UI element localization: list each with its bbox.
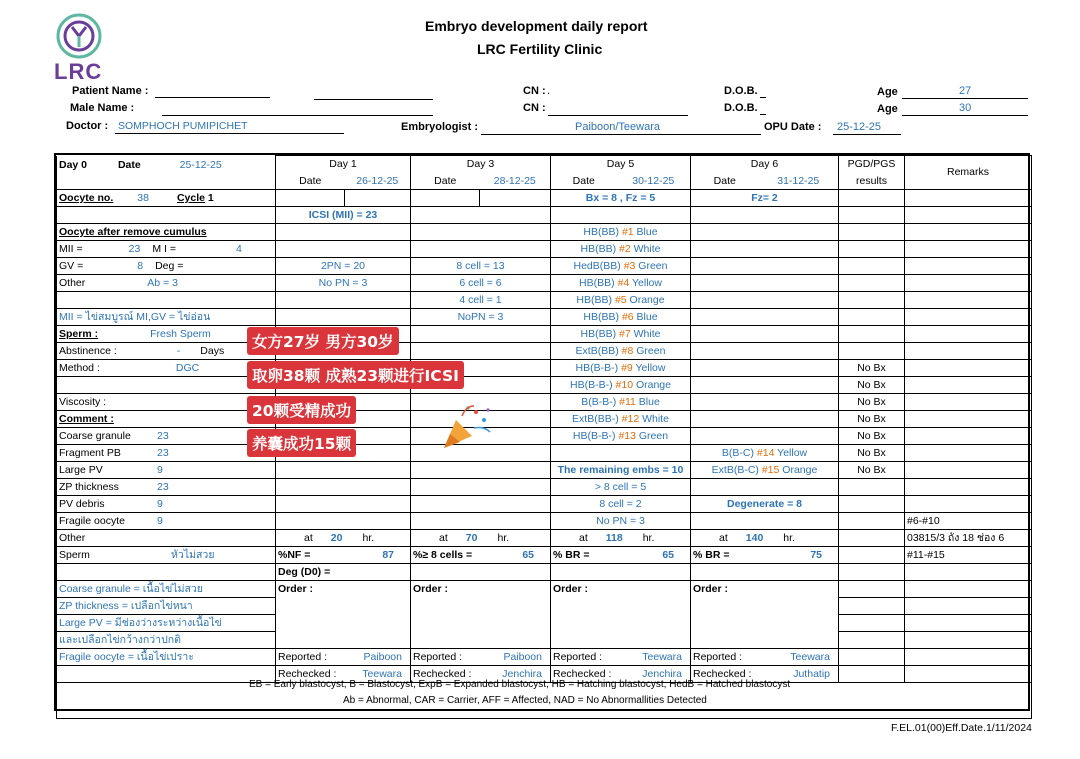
day1-cell [276, 513, 411, 530]
day5-cell: ExtB(BB) #8 Green [551, 343, 691, 360]
day5-cell: B(B-B-) #11 Blue [551, 394, 691, 411]
left-row: MII = 23 M I = 4 [57, 241, 276, 258]
deg0-cell: Deg (D0) = [276, 564, 411, 581]
table-cell [839, 190, 905, 207]
day6-cell [691, 258, 839, 275]
day6-cell [691, 309, 839, 326]
day6-order [691, 632, 839, 649]
table-cell [839, 207, 905, 224]
table-cell [905, 598, 1032, 615]
age-label-1: Age [877, 86, 898, 98]
day3-cell [411, 224, 551, 241]
day1-order: Order : [276, 581, 411, 598]
day6-cell [691, 326, 839, 343]
table-cell [905, 666, 1032, 683]
table-cell [411, 190, 480, 207]
day5-cell: HedB(BB) #3 Green [551, 258, 691, 275]
clinic-name: LRC Fertility Clinic [477, 41, 603, 57]
remark-cell [905, 326, 1032, 343]
day6-cell [691, 428, 839, 445]
day5-rechecked: Rechecked : Jenchira [551, 666, 691, 683]
day3-cell [411, 326, 551, 343]
sticker-retrieval: 取卵38颗 成熟23颗进行ICSI [247, 361, 464, 389]
day6-cell [691, 479, 839, 496]
day1-reported: Reported : Paiboon [276, 649, 411, 666]
day5-cell: HB(BB) #5 Orange [551, 292, 691, 309]
pgd-header-1: PGD/PGS [839, 156, 905, 173]
day3-cell [411, 513, 551, 530]
left-row: Comment : [57, 411, 276, 428]
day6-hours: at 140 hr. [691, 530, 839, 547]
remark-cell [905, 343, 1032, 360]
remark-cell [905, 224, 1032, 241]
day5-cell: HB(BB) #2 White [551, 241, 691, 258]
day1-cell [276, 241, 411, 258]
day5-cell: The remaining embs = 10 [551, 462, 691, 479]
day6-cell [691, 343, 839, 360]
day6-header: Day 6 [691, 156, 839, 173]
pgd-cell [839, 326, 905, 343]
day3-date-label: Date [434, 174, 457, 187]
remark-cell [905, 360, 1032, 377]
pgd-cell: No Bx [839, 428, 905, 445]
day6-cell: B(B-C) #14 Yellow [691, 445, 839, 462]
pgd-cell [839, 275, 905, 292]
logo-text: LRC [54, 59, 103, 84]
male-name-label: Male Name : [70, 102, 135, 114]
day6-summary: Fz= 2 [691, 190, 839, 207]
remark-cell [905, 411, 1032, 428]
table-cell [839, 666, 905, 683]
left-row: Fragile oocyte 9 [57, 513, 276, 530]
remark-cell [905, 394, 1032, 411]
day6-cell: ExtB(B-C) #15 Orange [691, 462, 839, 479]
embryologist-label: Embryologist : [401, 121, 479, 133]
day1-order [276, 632, 411, 649]
left-row: Other [57, 530, 276, 547]
remark-cell [905, 428, 1032, 445]
female-age: 27 [959, 85, 972, 97]
table-cell [839, 530, 905, 547]
table-cell [839, 581, 905, 598]
pgd-cell: No Bx [839, 445, 905, 462]
day6-cell: Degenerate = 8 [691, 496, 839, 513]
left-row [57, 377, 276, 394]
day5-cell: HB(BB) #4 Yellow [551, 275, 691, 292]
day6-rechecked: Rechecked : Juthatip [691, 666, 839, 683]
table-cell [480, 190, 551, 207]
day5-cell: ExtB(BB-) #12 White [551, 411, 691, 428]
day6-date: 31-12-25 [759, 173, 839, 190]
ge8-percent: %≥ 8 cells = 65 [411, 547, 551, 564]
table-cell [905, 649, 1032, 666]
report-title: Embryo development daily report [425, 18, 648, 34]
document-code: F.EL.01(00)Eff.Date.1/11/2024 [891, 722, 1032, 734]
day3-cell: NoPN = 3 [411, 309, 551, 326]
day5-reported: Reported : Teewara [551, 649, 691, 666]
day5-order [551, 632, 691, 649]
day3-order [411, 615, 551, 632]
lrc-clinic-logo-icon [54, 13, 104, 59]
day3-cell [411, 479, 551, 496]
day1-rechecked: Rechecked : Teewara [276, 666, 411, 683]
party-popper-icon [440, 402, 496, 452]
abbreviation-line-1: EB = Early blastocyst, B = Blastocyst, ExpB = Expanded blastocyst, HB = Hatching blastocyst, HedB = Hatched blastocyst [249, 679, 791, 690]
day3-order [411, 632, 551, 649]
day1-header: Day 1 [276, 156, 411, 173]
table-cell [839, 649, 905, 666]
day5-cell [551, 445, 691, 462]
day3-header: Day 3 [411, 156, 551, 173]
day0-header: Day 0 Date 25-12-25 [57, 156, 276, 173]
left-row: MII = ไข่สมบูรณ์ MI,GV = ไข่อ่อน [57, 309, 276, 326]
pgd-header-2: results [839, 173, 905, 190]
table-cell [905, 564, 1032, 581]
day5-order: Order : [551, 581, 691, 598]
day3-order [411, 598, 551, 615]
table-cell [839, 615, 905, 632]
remark-cell [905, 309, 1032, 326]
day3-cell: 8 cell = 13 [411, 258, 551, 275]
day3-cell [411, 343, 551, 360]
dob-label-1: D.O.B. [724, 85, 758, 97]
left-row: Abstinence : - Days [57, 343, 276, 360]
doctor-label: Doctor : [66, 120, 109, 132]
legend-line: Large PV = มีช่องว่างระหว่างเนื้อไข่ [57, 615, 276, 632]
left-row: GV = 8 Deg = [57, 258, 276, 275]
opu-date-value: 25-12-25 [837, 121, 882, 133]
day6-reported: Reported : Teewara [691, 649, 839, 666]
remark-cell [905, 496, 1032, 513]
day6-order: Order : [691, 581, 839, 598]
day3-cell [411, 496, 551, 513]
table-cell [905, 190, 1032, 207]
pgd-cell [839, 309, 905, 326]
left-row: PV debris 9 [57, 496, 276, 513]
pgd-cell [839, 479, 905, 496]
day6-cell [691, 377, 839, 394]
table-cell [276, 190, 345, 207]
cn-label-1: CN : [523, 85, 546, 97]
table-cell [905, 632, 1032, 649]
day6-cell [691, 224, 839, 241]
left-row: Oocyte after remove cumulus [57, 224, 276, 241]
left-row: Fragment PB 23 [57, 445, 276, 462]
pgd-cell: No Bx [839, 377, 905, 394]
day6-cell [691, 360, 839, 377]
remark-cell [905, 258, 1032, 275]
br-day5: % BR = 65 [551, 547, 691, 564]
day1-cell [276, 309, 411, 326]
left-row: Other Ab = 3 [57, 275, 276, 292]
left-row: Coarse granule 23 [57, 428, 276, 445]
day1-date: 26-12-25 [345, 173, 411, 190]
table-cell [57, 207, 276, 224]
oocyte-no-row: Oocyte no. 38 Cycle 1 [57, 190, 276, 207]
embryologist-value: Paiboon/Teewara [575, 121, 661, 133]
legend-line: ZP thickness = เปลือกไข่หนา [57, 598, 276, 615]
remark-cell: 03815/3 ถัง 18 ช่อง 6 [905, 530, 1032, 547]
day6-cell [691, 394, 839, 411]
cn-value: . [547, 85, 551, 97]
table-cell [839, 547, 905, 564]
day6-cell [691, 513, 839, 530]
day1-cell [276, 224, 411, 241]
day5-cell: HB(B-B-) #13 Green [551, 428, 691, 445]
table-cell [905, 581, 1032, 598]
day5-cell: HB(B-B-) #9 Yellow [551, 360, 691, 377]
legend-line: Fragile oocyte = เนื้อไข่เปราะ [57, 649, 276, 666]
male-age: 30 [959, 102, 972, 114]
day3-cell: 4 cell = 1 [411, 292, 551, 309]
abbreviation-line-2: Ab = Abnormal, CAR = Carrier, AFF = Affected, NAD = No Abnormallities Detected [343, 695, 707, 706]
remark-cell [905, 275, 1032, 292]
left-row [57, 292, 276, 309]
legend-line: Coarse granule = เนื้อไข่ไม่สวย [57, 581, 276, 598]
day5-date-label: Date [572, 174, 595, 187]
day1-cell [276, 479, 411, 496]
day1-cell: No PN = 3 [276, 275, 411, 292]
left-row [57, 666, 276, 683]
table-cell [839, 632, 905, 649]
day5-cell: HB(B-B-) #10 Orange [551, 377, 691, 394]
table-cell [905, 615, 1032, 632]
day5-cell: 8 cell = 2 [551, 496, 691, 513]
day6-order [691, 615, 839, 632]
pgd-cell [839, 241, 905, 258]
day1-cell [276, 462, 411, 479]
left-row: Method : DGC [57, 360, 276, 377]
day6-date-label: Date [713, 174, 736, 187]
left-row: Sperm : Fresh Sperm [57, 326, 276, 343]
left-row: Large PV 9 [57, 462, 276, 479]
left-row [57, 564, 276, 581]
pgd-cell: No Bx [839, 394, 905, 411]
remark-cell: #6-#10 [905, 513, 1032, 530]
remark-cell [905, 462, 1032, 479]
remark-cell [905, 479, 1032, 496]
remark-cell [905, 292, 1032, 309]
day3-date: 28-12-25 [480, 173, 551, 190]
day1-order [276, 615, 411, 632]
day5-header: Day 5 [551, 156, 691, 173]
table-cell [905, 207, 1032, 224]
day5-order [551, 615, 691, 632]
day3-cell [411, 241, 551, 258]
remark-cell: #11-#15 [905, 547, 1032, 564]
left-row: Viscosity : [57, 394, 276, 411]
day3-cell [411, 462, 551, 479]
day3-order: Order : [411, 581, 551, 598]
sticker-blastocysts: 养囊成功15颗 [247, 429, 356, 457]
pgd-cell: No Bx [839, 411, 905, 428]
patient-name-label: Patient Name : [72, 85, 149, 97]
left-row: ZP thickness 23 [57, 479, 276, 496]
remarks-header: Remarks [905, 156, 1032, 190]
day5-summary: Bx = 8 , Fz = 5 [551, 190, 691, 207]
day1-hours: at 20 hr. [276, 530, 411, 547]
day6-cell [691, 292, 839, 309]
left-row: Sperm หัวไม่สวย [57, 547, 276, 564]
day5-cell: HB(BB) #7 White [551, 326, 691, 343]
pgd-cell: No Bx [839, 462, 905, 479]
day3-hours: at 70 hr. [411, 530, 551, 547]
opu-date-label: OPU Date : [764, 121, 822, 133]
age-label-2: Age [877, 103, 898, 115]
day3-rechecked: Rechecked : Jenchira [411, 666, 551, 683]
day5-order [551, 598, 691, 615]
day5-cell: > 8 cell = 5 [551, 479, 691, 496]
day3-reported: Reported : Paiboon [411, 649, 551, 666]
pgd-cell [839, 258, 905, 275]
day6-order [691, 598, 839, 615]
day1-date-label: Date [276, 173, 345, 190]
sticker-ages: 女方27岁 男方30岁 [247, 327, 399, 355]
table-cell [839, 564, 905, 581]
day1-cell [276, 496, 411, 513]
day6-cell [691, 241, 839, 258]
table-cell [345, 190, 411, 207]
remark-cell [905, 241, 1032, 258]
day3-cell: 6 cell = 6 [411, 275, 551, 292]
pgd-cell [839, 496, 905, 513]
table-cell [839, 598, 905, 615]
day5-date: 30-12-25 [617, 173, 691, 190]
day6-cell [691, 275, 839, 292]
remark-cell [905, 445, 1032, 462]
cn-label-2: CN : [523, 102, 546, 114]
pgd-cell [839, 343, 905, 360]
doctor-value: SOMPHOCH PUMIPICHET [118, 120, 248, 132]
embryo-report-table [54, 153, 1030, 711]
sticker-fertilized: 20颗受精成功 [247, 396, 356, 424]
day6-cell [691, 411, 839, 428]
day5-cell: HB(BB) #1 Blue [551, 224, 691, 241]
pgd-cell: No Bx [839, 360, 905, 377]
day1-cell [276, 292, 411, 309]
pgd-cell [839, 513, 905, 530]
pgd-cell [839, 292, 905, 309]
legend-line: และเปลือกไข่กว้างกว่าปกติ [57, 632, 276, 649]
nf-percent: %NF = 87 [276, 547, 411, 564]
dob-label-2: D.O.B. [724, 102, 758, 114]
day5-cell: HB(BB) #6 Blue [551, 309, 691, 326]
day5-hours: at 118 hr. [551, 530, 691, 547]
pgd-cell [839, 224, 905, 241]
day5-cell: No PN = 3 [551, 513, 691, 530]
br-day6: % BR = 75 [691, 547, 839, 564]
icsi-count: ICSI (MII) = 23 [276, 207, 411, 224]
day1-cell: 2PN = 20 [276, 258, 411, 275]
remark-cell [905, 377, 1032, 394]
day1-order [276, 598, 411, 615]
